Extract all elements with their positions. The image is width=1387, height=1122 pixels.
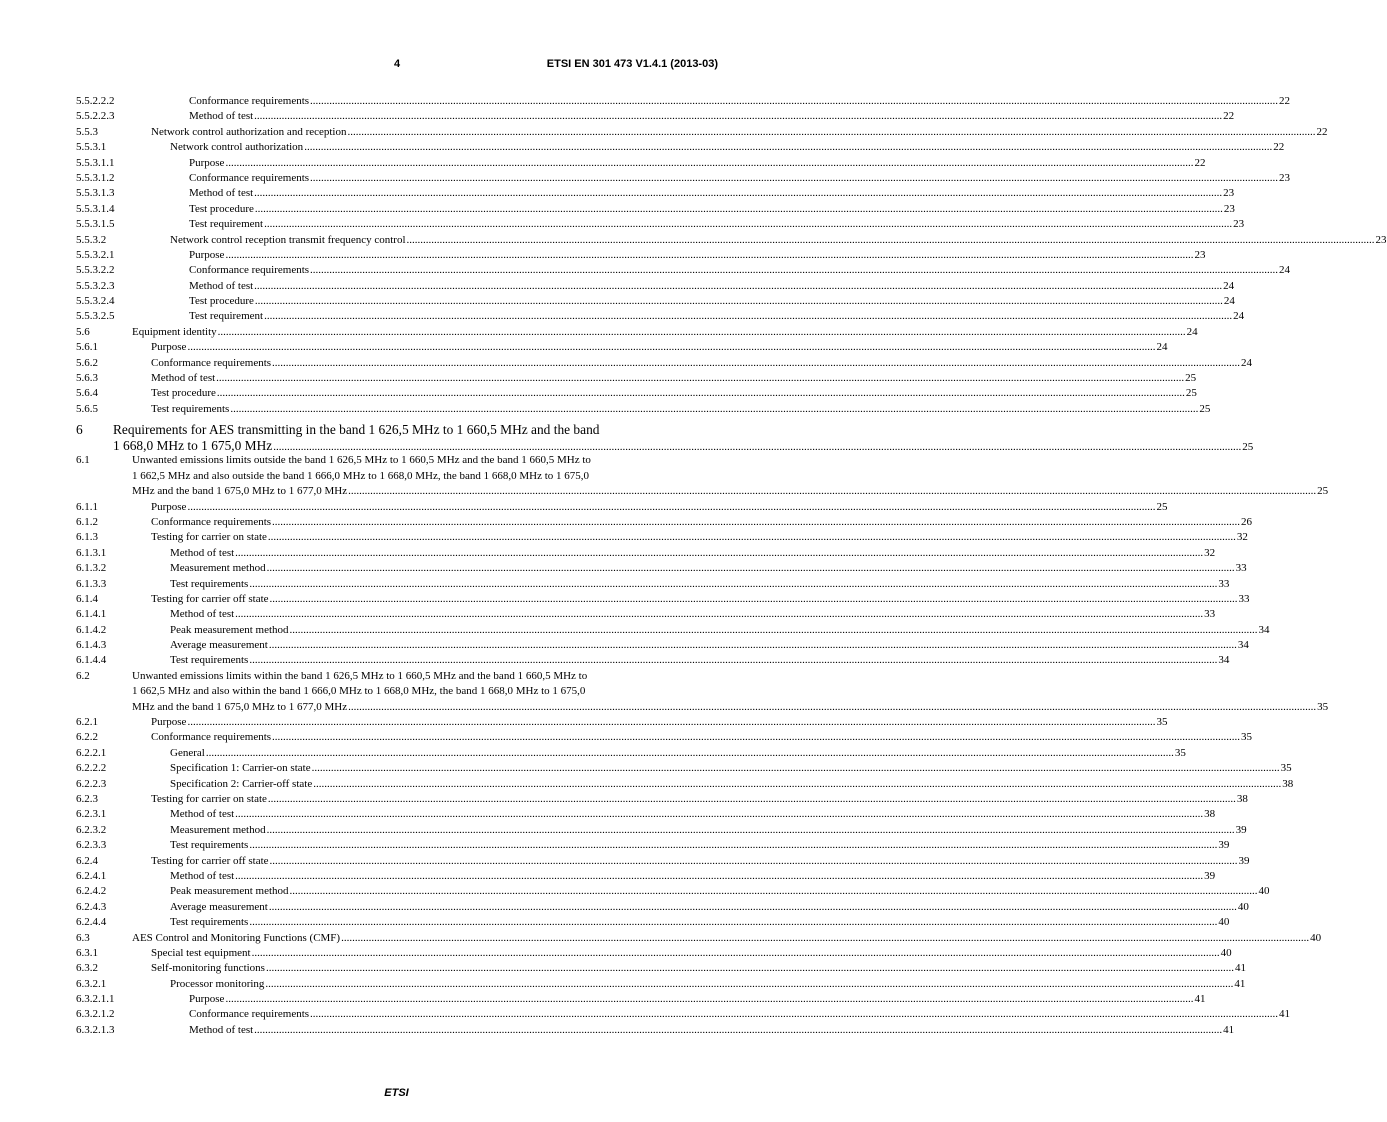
toc-entry-page: 33 xyxy=(1235,562,1247,575)
toc-entry-page: 33 xyxy=(1204,608,1216,621)
toc-entry-page: 41 xyxy=(1234,962,1246,975)
leader-dots xyxy=(255,294,1223,309)
toc-entry-title: Test requirement xyxy=(189,218,264,231)
toc-entry-number: 6.3.2.1 xyxy=(76,977,107,990)
leader-dots xyxy=(254,1023,1222,1038)
toc-entry-number: 5.5.3.2 xyxy=(76,233,107,246)
toc-entry-page: 38 xyxy=(1204,808,1216,821)
leader-dots xyxy=(407,233,1375,248)
leader-dots xyxy=(348,125,1316,140)
toc-entry-title: Purpose xyxy=(189,156,225,169)
toc-entry-number: 5.5.3.1.3 xyxy=(76,187,115,200)
toc-entry[interactable] xyxy=(76,402,1211,417)
toc-entry[interactable] xyxy=(76,977,1246,992)
toc-entry-number: 6.2.3 xyxy=(76,792,98,805)
toc-entry-page: 39 xyxy=(1238,854,1250,867)
toc-entry[interactable] xyxy=(76,931,1322,946)
toc-entry-title: Method of test xyxy=(189,1023,254,1036)
toc-group-6-1 xyxy=(76,500,1270,669)
leader-dots xyxy=(255,202,1223,217)
leader-dots xyxy=(312,761,1280,776)
leader-dots xyxy=(235,546,1203,561)
toc-entry-title: General xyxy=(170,746,205,759)
leader-dots xyxy=(235,807,1203,822)
toc-entry-page: 32 xyxy=(1204,546,1216,559)
toc-entry-title: Method of test xyxy=(170,546,235,559)
toc-entry[interactable] xyxy=(76,961,1246,976)
toc-entry-title: Testing for carrier on state xyxy=(151,792,267,805)
toc-entry[interactable] xyxy=(76,792,1248,807)
toc-entry-title: Equipment identity xyxy=(132,325,217,338)
page-number: 4 xyxy=(393,58,401,70)
toc-entry-page: 25 xyxy=(1242,440,1254,453)
toc-entry[interactable] xyxy=(76,900,1249,915)
leader-dots xyxy=(310,1007,1278,1022)
leader-dots xyxy=(267,561,1235,576)
toc-entry-title: Testing for carrier off state xyxy=(151,854,269,867)
toc-entry-page: 39 xyxy=(1204,869,1216,882)
toc-entry-title: Conformance requirements xyxy=(189,95,310,107)
toc-entry-number: 5.5.3 xyxy=(76,125,98,138)
toc-entry-6[interactable] xyxy=(76,422,1254,453)
toc-entry-title: Purpose xyxy=(151,716,187,729)
toc-entry[interactable] xyxy=(76,946,1232,961)
toc-entry-page: 24 xyxy=(1241,356,1253,369)
toc-entry[interactable] xyxy=(76,746,1186,761)
leader-dots xyxy=(341,931,1309,946)
leader-dots xyxy=(230,402,1198,417)
toc-entry-title: Specification 2: Carrier-off state xyxy=(170,777,313,790)
leader-dots xyxy=(264,309,1232,324)
toc-entry-title: Processor monitoring xyxy=(170,977,265,990)
toc-entry-title: Test requirements xyxy=(170,839,249,852)
toc-entry-number: 6.2.4.2 xyxy=(76,885,107,898)
toc-entry-page: 23 xyxy=(1375,233,1387,246)
leader-dots xyxy=(310,263,1278,278)
toc-entry-title: Average measurement xyxy=(170,900,268,913)
leader-dots xyxy=(268,792,1236,807)
toc-entry[interactable] xyxy=(76,823,1247,838)
toc-entry-page: 23 xyxy=(1279,171,1291,184)
toc-entry[interactable] xyxy=(76,109,1235,124)
toc-entry[interactable] xyxy=(76,807,1216,822)
leader-dots xyxy=(270,592,1238,607)
toc-entry-number: 5.6.1 xyxy=(76,341,98,354)
toc-entry-number: 6.3.2 xyxy=(76,962,98,975)
toc-entry-number: 6.1.4 xyxy=(76,592,98,605)
document-identifier: ETSI EN 301 473 V1.4.1 (2013-03) xyxy=(546,58,718,70)
toc-entry-page: 40 xyxy=(1218,916,1230,929)
leader-dots xyxy=(216,371,1184,386)
toc-entry[interactable] xyxy=(76,325,1198,340)
leader-dots xyxy=(310,94,1278,109)
leader-dots xyxy=(268,530,1236,545)
toc-entry-page: 38 xyxy=(1282,777,1294,790)
toc-entry-page: 41 xyxy=(1279,1008,1291,1021)
toc-entry-number: 6.1.3.1 xyxy=(76,546,107,559)
toc-entry-title: Test requirements xyxy=(170,654,249,667)
toc-entry-number: 5.5.3.2.2 xyxy=(76,264,115,277)
leader-dots xyxy=(272,730,1240,745)
toc-entry[interactable] xyxy=(76,156,1206,171)
toc-entry-title: Method of test xyxy=(170,608,235,621)
toc-entry-page: 25 xyxy=(1156,500,1168,513)
toc-entry[interactable] xyxy=(76,915,1230,930)
toc-entry[interactable] xyxy=(76,279,1235,294)
toc-entry-title: Method of test xyxy=(170,808,235,821)
toc-entry-title: Conformance requirements xyxy=(151,356,272,369)
toc-entry-number: 6.2.2 xyxy=(76,731,98,744)
toc-entry-title: AES Control and Monitoring Functions (CMF) xyxy=(132,931,341,944)
toc-entry[interactable] xyxy=(76,638,1249,653)
toc-entry-number: 5.5.2.2.2 xyxy=(76,95,115,107)
toc-entry-title-line: 1 662,5 MHz and also within the band 1 666,0 MHz to 1 668,0 MHz, the band 1 668,0 MHz to 1 675,0 xyxy=(132,685,586,698)
toc-entry-number: 5.6 xyxy=(76,325,90,338)
leader-dots xyxy=(304,140,1272,155)
toc-entry[interactable] xyxy=(76,94,1291,109)
leader-dots xyxy=(249,838,1217,853)
toc-entry-page: 33 xyxy=(1218,577,1230,590)
toc-entry[interactable] xyxy=(76,623,1270,638)
toc-entry-title: Peak measurement method xyxy=(170,885,289,898)
toc-entry-number: 6.2.4 xyxy=(76,854,98,867)
leader-dots xyxy=(249,653,1217,668)
leader-dots xyxy=(187,340,1155,355)
toc-entry-title-line: MHz and the band 1 675,0 MHz to 1 677,0 MHz xyxy=(132,700,348,713)
toc-entry-page: 26 xyxy=(1241,515,1253,528)
toc-entry-page: 35 xyxy=(1280,762,1292,775)
toc-entry[interactable] xyxy=(76,992,1206,1007)
toc-entry-title: Method of test xyxy=(151,372,216,385)
leader-dots xyxy=(187,715,1155,730)
toc-entry-number: 6.2.2.1 xyxy=(76,746,107,759)
leader-dots xyxy=(206,746,1174,761)
toc-entry-number: 6.1.2 xyxy=(76,515,98,528)
toc-entry[interactable] xyxy=(76,838,1230,853)
toc-entry-page: 32 xyxy=(1236,531,1248,544)
toc-entry-page: 25 xyxy=(1185,372,1197,385)
toc-entry-page: 24 xyxy=(1279,264,1291,277)
toc-entry[interactable] xyxy=(76,386,1197,401)
toc-entry-title: Method of test xyxy=(189,187,254,200)
toc-entry-title: Test requirements xyxy=(170,916,249,929)
toc-entry-title: Test requirements xyxy=(170,577,249,590)
toc-entry-number: 5.5.3.2.3 xyxy=(76,279,115,292)
leader-dots xyxy=(269,900,1237,915)
toc-entry[interactable] xyxy=(76,730,1253,745)
table-of-contents xyxy=(76,94,1387,1038)
toc-entry-number: 6.3 xyxy=(76,931,90,944)
toc-entry-title: Test procedure xyxy=(189,202,254,215)
toc-entry[interactable] xyxy=(76,761,1292,776)
leader-dots xyxy=(265,977,1233,992)
toc-entry-page: 25 xyxy=(1199,402,1211,415)
toc-entry-title: Average measurement xyxy=(170,639,268,652)
toc-entry-page: 23 xyxy=(1223,187,1235,200)
toc-entry-page: 34 xyxy=(1218,654,1230,667)
toc-entry[interactable] xyxy=(76,202,1235,217)
toc-entry-number: 6.2 xyxy=(76,669,90,682)
toc-entry-number: 5.6.2 xyxy=(76,356,98,369)
toc-entry[interactable] xyxy=(76,309,1245,324)
toc-entry-title: Test requirement xyxy=(189,310,264,323)
toc-group-6-2 xyxy=(76,715,1322,1038)
toc-entry-number: 5.6.3 xyxy=(76,372,98,385)
toc-entry[interactable] xyxy=(76,217,1245,232)
leader-dots xyxy=(267,823,1235,838)
toc-entry-number: 5.5.3.1.5 xyxy=(76,218,115,231)
toc-entry-title: Conformance requirements xyxy=(151,731,272,744)
toc-entry-number: 6.2.3.1 xyxy=(76,808,107,821)
toc-entry-page: 41 xyxy=(1234,977,1246,990)
toc-entry[interactable] xyxy=(76,777,1294,792)
toc-entry-6-1[interactable] xyxy=(76,453,1329,499)
toc-entry-title: Special test equipment xyxy=(151,946,251,959)
toc-entry-number: 6.1.4.4 xyxy=(76,654,107,667)
leader-dots xyxy=(235,607,1203,622)
leader-dots xyxy=(270,854,1238,869)
toc-entry-number: 6.1.4.2 xyxy=(76,623,107,636)
toc-entry-number: 5.6.5 xyxy=(76,402,98,415)
toc-entry-number: 6.2.2.2 xyxy=(76,762,107,775)
toc-entry-page: 39 xyxy=(1235,823,1247,836)
toc-entry-title: Conformance requirements xyxy=(189,1008,310,1021)
toc-entry-number: 5.5.3.1.2 xyxy=(76,171,115,184)
toc-entry-title-line: Unwanted emissions limits outside the band 1 626,5 MHz to 1 660,5 MHz and the band 1 660,5 MHz to xyxy=(132,454,591,467)
toc-entry-title: Conformance requirements xyxy=(189,264,310,277)
leader-dots xyxy=(252,946,1220,961)
leader-dots xyxy=(313,777,1281,792)
toc-entry-number: 5.5.3.1 xyxy=(76,141,107,154)
toc-entry-title: Specification 1: Carrier-on state xyxy=(170,762,311,775)
toc-entry[interactable] xyxy=(76,186,1235,201)
toc-entry-title-line: 1 662,5 MHz and also outside the band 1 666,0 MHz to 1 668,0 MHz, the band 1 668,0 MHz to 1 675,0 xyxy=(132,469,590,482)
toc-entry[interactable] xyxy=(76,125,1328,140)
toc-group-5 xyxy=(76,94,1387,417)
toc-entry-number: 6.1 xyxy=(76,454,90,467)
toc-entry-title: Measurement method xyxy=(170,823,266,836)
toc-entry-title: Purpose xyxy=(151,500,187,513)
toc-entry-page: 40 xyxy=(1310,931,1322,944)
leader-dots xyxy=(235,869,1203,884)
toc-entry-number: 6.3.1 xyxy=(76,946,98,959)
toc-entry[interactable] xyxy=(76,356,1253,371)
toc-entry-page: 40 xyxy=(1237,900,1249,913)
toc-entry-number: 6.1.4.1 xyxy=(76,608,107,621)
toc-entry-number: 6.2.2.3 xyxy=(76,777,107,790)
toc-entry[interactable] xyxy=(76,294,1235,309)
toc-entry[interactable] xyxy=(76,500,1168,515)
toc-entry-number: 6.1.3 xyxy=(76,531,98,544)
toc-entry-page: 24 xyxy=(1186,325,1198,338)
toc-entry[interactable] xyxy=(76,340,1168,355)
toc-entry-title: Test requirements xyxy=(151,402,230,415)
leader-dots xyxy=(348,484,1316,499)
leader-dots xyxy=(249,915,1217,930)
toc-entry[interactable] xyxy=(76,248,1206,263)
toc-entry-title: Purpose xyxy=(151,341,187,354)
toc-entry-number: 5.5.3.2.5 xyxy=(76,310,115,323)
toc-entry[interactable] xyxy=(76,561,1247,576)
toc-entry-page: 33 xyxy=(1238,592,1250,605)
toc-entry-number: 6.1.1 xyxy=(76,500,98,513)
toc-entry-title: Testing for carrier on state xyxy=(151,531,267,544)
toc-entry-page: 23 xyxy=(1233,218,1245,231)
leader-dots xyxy=(264,217,1232,232)
leader-dots xyxy=(218,325,1186,340)
toc-entry-number: 6.3.2.1.2 xyxy=(76,1008,115,1021)
toc-entry-number: 5.5.2.2.3 xyxy=(76,110,115,123)
toc-entry[interactable] xyxy=(76,530,1248,545)
toc-entry-title: Purpose xyxy=(189,248,225,261)
toc-entry-title: Purpose xyxy=(189,993,225,1006)
leader-dots xyxy=(290,623,1258,638)
toc-entry-page: 24 xyxy=(1223,279,1235,292)
toc-entry[interactable] xyxy=(76,653,1230,668)
toc-entry[interactable] xyxy=(76,592,1250,607)
toc-entry[interactable] xyxy=(76,140,1285,155)
toc-entry[interactable] xyxy=(76,884,1270,899)
leader-dots xyxy=(187,500,1155,515)
toc-entry-title: Testing for carrier off state xyxy=(151,592,269,605)
toc-entry-title: Method of test xyxy=(170,869,235,882)
toc-entry[interactable] xyxy=(76,1023,1235,1038)
toc-entry-page: 38 xyxy=(1236,792,1248,805)
toc-entry-page: 25 xyxy=(1185,387,1197,400)
leader-dots xyxy=(269,638,1237,653)
toc-entry-title-line: MHz and the band 1 675,0 MHz to 1 677,0 MHz xyxy=(132,485,348,498)
toc-entry-title: Self-monitoring functions xyxy=(151,962,265,975)
toc-entry-page: 41 xyxy=(1223,1023,1235,1036)
toc-entry[interactable] xyxy=(76,233,1387,248)
toc-entry-number: 5.5.3.2.4 xyxy=(76,295,115,308)
toc-entry-page: 34 xyxy=(1237,639,1249,652)
leader-dots xyxy=(254,109,1222,124)
toc-entry-title: Test procedure xyxy=(151,387,216,400)
leader-dots xyxy=(249,577,1217,592)
toc-entry-title-line: Requirements for AES transmitting in the band 1 626,5 MHz to 1 660,5 MHz and the band xyxy=(113,422,600,438)
toc-entry[interactable] xyxy=(76,515,1253,530)
toc-entry-title: Conformance requirements xyxy=(189,171,310,184)
toc-entry-number: 6.3.2.1.1 xyxy=(76,993,115,1006)
toc-entry[interactable] xyxy=(76,715,1168,730)
toc-entry-page: 34 xyxy=(1258,623,1270,636)
toc-entry-page: 39 xyxy=(1218,839,1230,852)
toc-entry-number: 6.2.4.4 xyxy=(76,916,107,929)
toc-entry-page: 22 xyxy=(1194,156,1206,169)
leader-dots xyxy=(225,992,1193,1007)
toc-entry-number: 6.2.3.3 xyxy=(76,839,107,852)
toc-entry-number: 6.2.3.2 xyxy=(76,823,107,836)
toc-entry[interactable] xyxy=(76,546,1216,561)
toc-entry-title: Method of test xyxy=(189,279,254,292)
toc-entry-6-2[interactable] xyxy=(76,669,1329,715)
toc-entry-title-line: 1 668,0 MHz to 1 675,0 MHz xyxy=(113,437,273,453)
leader-dots xyxy=(290,884,1258,899)
toc-entry-page: 22 xyxy=(1273,141,1285,154)
toc-entry-title: Network control authorization and reception xyxy=(151,125,347,138)
toc-entry[interactable] xyxy=(76,577,1230,592)
toc-entry-title: Network control reception transmit frequency control xyxy=(170,233,406,246)
leader-dots xyxy=(348,700,1316,715)
toc-entry[interactable] xyxy=(76,607,1216,622)
toc-entry-number: 6.2.4.3 xyxy=(76,900,107,913)
leader-dots xyxy=(225,248,1193,263)
toc-entry-title: Network control authorization xyxy=(170,141,304,154)
toc-entry-page: 40 xyxy=(1258,885,1270,898)
toc-entry[interactable] xyxy=(76,854,1250,869)
toc-entry-page: 35 xyxy=(1156,716,1168,729)
leader-dots xyxy=(217,386,1185,401)
toc-entry-number: 6.2.1 xyxy=(76,716,98,729)
toc-entry-title: Method of test xyxy=(189,110,254,123)
toc-entry-number: 6.3.2.1.3 xyxy=(76,1023,115,1036)
toc-entry-title-line: Unwanted emissions limits within the band 1 626,5 MHz to 1 660,5 MHz and the band 1 660,5 MHz to xyxy=(132,669,588,682)
toc-entry-page: 25 xyxy=(1317,485,1329,498)
toc-entry-title: Peak measurement method xyxy=(170,623,289,636)
toc-entry[interactable] xyxy=(76,263,1291,278)
toc-entry-number: 5.5.3.1.4 xyxy=(76,202,115,215)
toc-entry[interactable] xyxy=(76,171,1291,186)
toc-entry-number: 6 xyxy=(76,422,83,438)
toc-entry-page: 24 xyxy=(1156,341,1168,354)
toc-entry-page: 40 xyxy=(1220,946,1232,959)
leader-dots xyxy=(225,156,1193,171)
toc-entry-number: 6.1.3.3 xyxy=(76,577,107,590)
toc-entry-title: Test procedure xyxy=(189,295,254,308)
toc-entry-page: 22 xyxy=(1279,95,1291,107)
toc-entry-number: 6.1.3.2 xyxy=(76,562,107,575)
toc-entry-number: 5.5.3.1.1 xyxy=(76,156,115,169)
toc-entry-page: 23 xyxy=(1223,202,1235,215)
toc-entry-page: 35 xyxy=(1241,731,1253,744)
toc-entry-page: 23 xyxy=(1194,248,1206,261)
toc-entry-number: 5.6.4 xyxy=(76,387,98,400)
toc-entry-page: 24 xyxy=(1233,310,1245,323)
leader-dots xyxy=(272,356,1240,371)
footer-label: ETSI xyxy=(384,1087,409,1099)
leader-dots xyxy=(266,961,1234,976)
toc-entry-page: 35 xyxy=(1174,746,1186,759)
leader-dots xyxy=(254,279,1222,294)
toc-entry-page: 35 xyxy=(1317,700,1329,713)
toc-entry-title: Measurement method xyxy=(170,562,266,575)
leader-dots xyxy=(254,186,1222,201)
toc-entry-number: 6.2.4.1 xyxy=(76,869,107,882)
leader-dots xyxy=(310,171,1278,186)
toc-entry-title: Conformance requirements xyxy=(151,515,272,528)
toc-entry-page: 41 xyxy=(1194,993,1206,1006)
toc-entry[interactable] xyxy=(76,1007,1291,1022)
toc-entry-page: 22 xyxy=(1316,125,1328,138)
toc-entry-number: 6.1.4.3 xyxy=(76,639,107,652)
toc-entry[interactable] xyxy=(76,869,1216,884)
toc-entry-number: 5.5.3.2.1 xyxy=(76,248,115,261)
toc-entry-page: 22 xyxy=(1223,110,1235,123)
toc-entry[interactable] xyxy=(76,371,1197,386)
leader-dots xyxy=(272,515,1240,530)
toc-entry-page: 24 xyxy=(1223,295,1235,308)
